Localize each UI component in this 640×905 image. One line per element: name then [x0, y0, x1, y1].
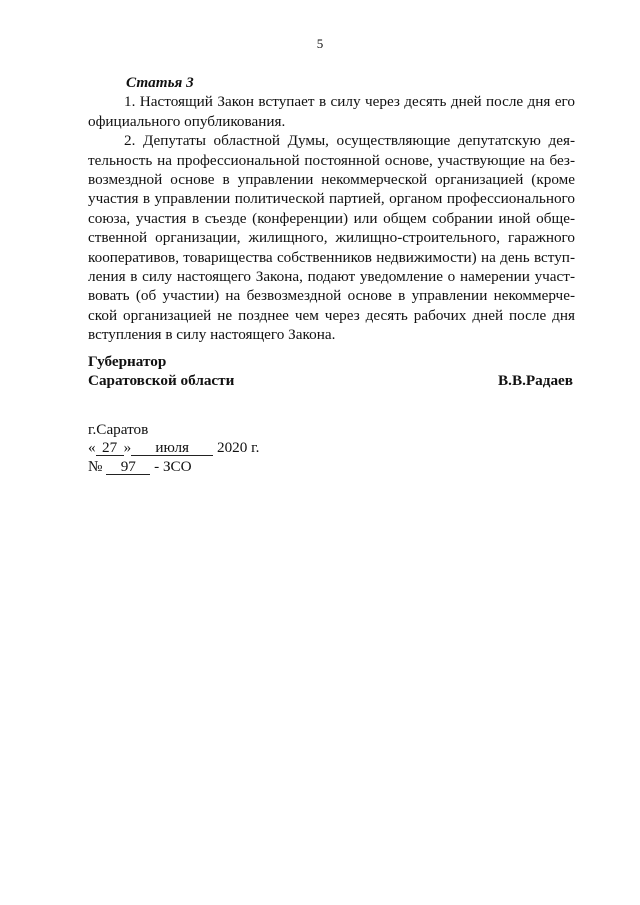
date-day: 27	[96, 440, 124, 456]
page-number: 5	[316, 36, 324, 51]
date-year: 2020 г.	[216, 439, 260, 457]
number-value: 97	[106, 459, 150, 475]
date-line	[88, 439, 259, 457]
date-close-quote: »	[123, 439, 132, 457]
signature-block	[88, 352, 575, 391]
number-suffix: - ЗСО	[154, 457, 192, 475]
signatory-position-line-2: Саратовской области	[88, 372, 235, 390]
article-title: Статья 3	[126, 74, 194, 91]
article-paragraph-1: 1. Настоящий Закон вступает в силу через десять дней после дня его официального опубликования.	[88, 93, 575, 130]
date-month: июля	[131, 440, 213, 456]
signatory-position-line-1: Губернатор	[88, 353, 167, 370]
signatory-name: В.В.Радаев	[498, 372, 573, 389]
article-section	[88, 73, 575, 345]
number-prefix: №	[88, 457, 103, 475]
city-line: г.Саратов	[88, 421, 149, 438]
number-line	[88, 458, 259, 476]
document-meta	[88, 421, 259, 476]
date-open-quote: «	[88, 439, 96, 457]
article-paragraph-2: 2. Депутаты областной Думы, осуществляющие депутатскую деятельность на профессиональной постоянной основе, участвующие на безвозмездной основе в управлении некоммерческой организацией (кроме участия в управлении политической партией, органом профессионального союза, участия в съезде (конференции) или общем собрании иной общественной организации, жилищного, жилищно-строительного, гаражного кооперативов, товарищества собственников недвижимости) на день вступления в силу настоящего Закона, подают уведомление о намерении участвовать (об участии) на безвозмездной основе в управлении некоммерческой организацией не позднее чем через десять рабочих дней после дня вступления в силу настоящего Закона.	[88, 132, 575, 344]
